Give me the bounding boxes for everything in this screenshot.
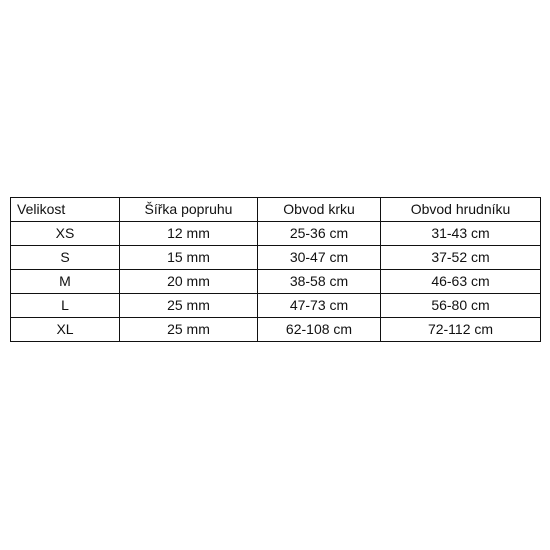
cell-strap-width: 25 mm xyxy=(120,294,258,318)
table-header xyxy=(11,198,541,222)
cell-chest-girth: 37-52 cm xyxy=(381,246,541,270)
table-body xyxy=(11,222,541,342)
cell-strap-width: 20 mm xyxy=(120,270,258,294)
cell-size: S xyxy=(11,246,120,270)
cell-size: L xyxy=(11,294,120,318)
cell-size: XL xyxy=(11,318,120,342)
header-strap-width: Šířka popruhu xyxy=(120,198,258,222)
size-chart-table xyxy=(10,197,541,342)
table-row xyxy=(11,270,541,294)
table-row xyxy=(11,318,541,342)
cell-strap-width: 12 mm xyxy=(120,222,258,246)
cell-neck-girth: 47-73 cm xyxy=(258,294,381,318)
cell-neck-girth: 62-108 cm xyxy=(258,318,381,342)
header-chest-girth: Obvod hrudníku xyxy=(381,198,541,222)
cell-neck-girth: 30-47 cm xyxy=(258,246,381,270)
table-row xyxy=(11,294,541,318)
cell-neck-girth: 25-36 cm xyxy=(258,222,381,246)
cell-chest-girth: 31-43 cm xyxy=(381,222,541,246)
cell-size: M xyxy=(11,270,120,294)
table-row xyxy=(11,222,541,246)
cell-neck-girth: 38-58 cm xyxy=(258,270,381,294)
table-row xyxy=(11,246,541,270)
cell-strap-width: 25 mm xyxy=(120,318,258,342)
cell-chest-girth: 46-63 cm xyxy=(381,270,541,294)
header-size: Velikost xyxy=(11,198,120,222)
cell-chest-girth: 72-112 cm xyxy=(381,318,541,342)
header-row xyxy=(11,198,541,222)
cell-strap-width: 15 mm xyxy=(120,246,258,270)
header-neck-girth: Obvod krku xyxy=(258,198,381,222)
cell-size: XS xyxy=(11,222,120,246)
cell-chest-girth: 56-80 cm xyxy=(381,294,541,318)
